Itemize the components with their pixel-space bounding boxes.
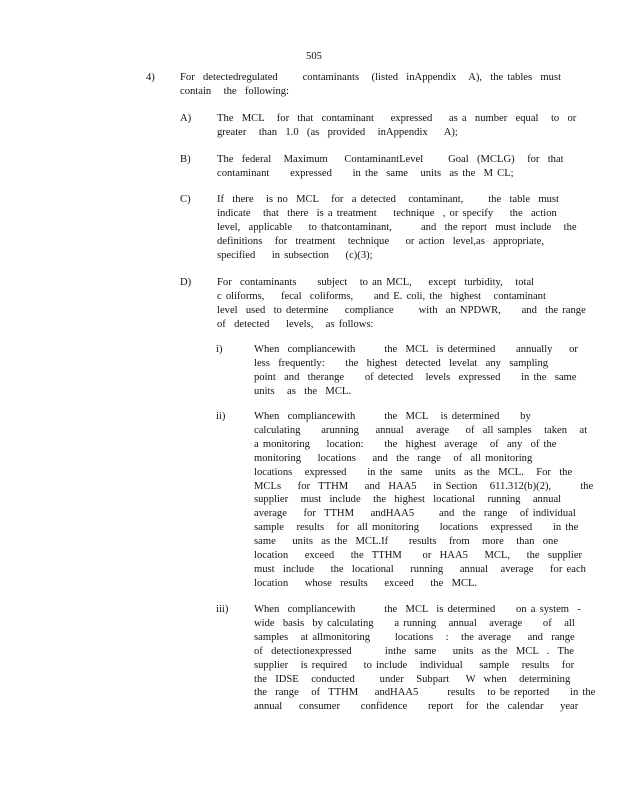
page-number: 505 bbox=[306, 51, 322, 62]
text-line: contaminant expressed in the same units as the M CL; bbox=[217, 167, 514, 179]
text-line: must include the locational running annual average for each bbox=[254, 563, 586, 575]
text-line: wide basis by calculating a running annual average of all bbox=[254, 617, 575, 629]
text-line: a monitoring location: the highest average of any of the bbox=[254, 438, 557, 450]
text-line: monitoring locations and the range of all monitoring bbox=[254, 452, 533, 464]
item-iii-text bbox=[254, 603, 596, 714]
text-line: For detectedregulated contaminants (listed inAppendix A), the tables must bbox=[180, 72, 562, 83]
item-4-label: 4) bbox=[146, 72, 155, 83]
text-line: indicate that there is a treatment technique , or specify the action bbox=[217, 207, 557, 219]
text-line: specified in subsection (c)(3); bbox=[217, 249, 373, 261]
item-C-text bbox=[217, 193, 577, 263]
text-line: greater than 1.0 (as provided inAppendix A); bbox=[217, 126, 458, 138]
item-A-label: A) bbox=[180, 113, 192, 124]
text-line: samples at allmonitoring locations : the average and range bbox=[254, 631, 575, 643]
text-line: If there is no MCL for a detected contaminant, the table must bbox=[217, 194, 559, 205]
text-line: location whose results exceed the MCL. bbox=[254, 577, 478, 589]
text-line: definitions for treatment technique or action level,as appropriate, bbox=[217, 235, 545, 247]
text-line: location exceed the TTHM or HAA5 MCL, the supplier bbox=[254, 550, 583, 562]
text-line: supplier is required to include individual sample results for bbox=[254, 659, 575, 671]
text-line: When compliancewith the MCL is determined by bbox=[254, 411, 531, 422]
text-line: point and therange of detected levels expressed in the same bbox=[254, 371, 577, 383]
text-line: contain the following: bbox=[180, 85, 290, 97]
item-4-text bbox=[180, 71, 560, 99]
item-i-text bbox=[254, 343, 578, 399]
text-line: c oliforms, fecal coliforms, and E. coli, the highest contaminant bbox=[217, 290, 546, 302]
text-line: locations expressed in the same units as the MCL. For the bbox=[254, 466, 573, 478]
item-iii-label: iii) bbox=[216, 604, 229, 615]
item-C-label: C) bbox=[180, 194, 191, 205]
item-D-text bbox=[217, 276, 586, 332]
text-line: level used to determine compliance with an NPDWR, and the range bbox=[217, 304, 586, 316]
item-ii-text bbox=[254, 410, 594, 591]
text-line: When compliancewith the MCL is determined on a system - bbox=[254, 604, 581, 615]
item-B-text bbox=[217, 153, 564, 181]
item-D-label: D) bbox=[180, 277, 192, 288]
text-line: sample results for all monitoring locations expressed in the bbox=[254, 522, 579, 534]
text-line: the range of TTHM andHAA5 results to be reported in the bbox=[254, 687, 596, 699]
text-line: of detectionexpressed inthe same units as the MCL . The bbox=[254, 645, 574, 657]
text-line: The MCL for that contaminant expressed as a number equal to or bbox=[217, 113, 577, 124]
text-line: When compliancewith the MCL is determined annually or bbox=[254, 344, 578, 355]
text-line: calculating arunning annual average of all samples taken at bbox=[254, 424, 588, 436]
item-A-text bbox=[217, 112, 577, 140]
text-line: supplier must include the highest locational running annual bbox=[254, 494, 562, 506]
text-line: For contaminants subject to an MCL, except turbidity, total bbox=[217, 277, 535, 288]
text-line: The federal Maximum ContaminantLevel Goal (MCLG) for that bbox=[217, 154, 564, 165]
text-line: level, applicable to thatcontaminant, and the report must include the bbox=[217, 221, 577, 233]
text-line: same units as the MCL.If results from more than one bbox=[254, 536, 559, 548]
item-B-label: B) bbox=[180, 154, 191, 165]
item-ii-label: ii) bbox=[216, 411, 226, 422]
text-line: of detected levels, as follows: bbox=[217, 318, 374, 330]
item-i-label: i) bbox=[216, 344, 223, 355]
text-line: units as the MCL. bbox=[254, 385, 352, 397]
text-line: the IDSE conducted under Subpart W when determining bbox=[254, 673, 571, 685]
text-line: MCLs for TTHM and HAA5 in Section 611.312(b)(2), the bbox=[254, 480, 594, 492]
text-line: annual consumer confidence report for the calendar year bbox=[254, 701, 579, 713]
text-line: average for TTHM andHAA5 and the range of individual bbox=[254, 508, 576, 520]
text-line: less frequently: the highest detected levelat any sampling bbox=[254, 357, 549, 369]
